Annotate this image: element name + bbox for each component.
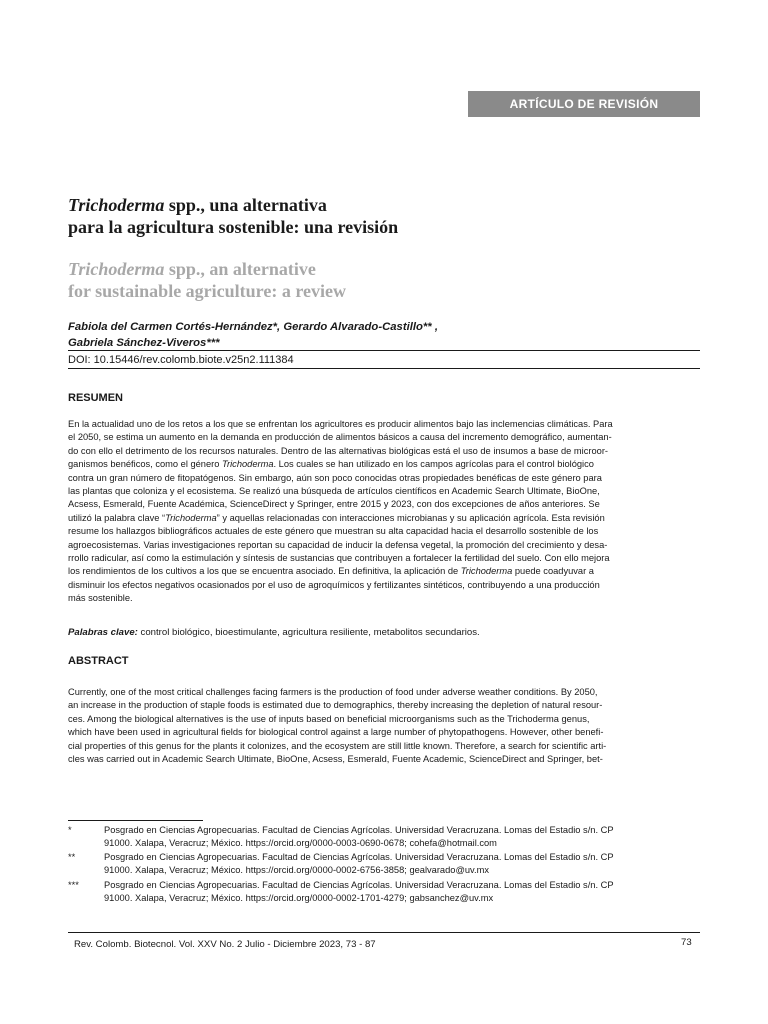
text-line: Currently, one of the most critical challenges facing farmers is the production of food under adverse weather conditions. By 2050,	[68, 687, 598, 697]
text-line: más sostenible.	[68, 593, 133, 604]
abstract-heading: ABSTRACT	[68, 655, 129, 667]
resumen-body	[68, 418, 701, 606]
keywords	[68, 626, 480, 639]
authors-line2: Gabriela Sánchez-Viveros***	[68, 337, 220, 349]
title-en-line1: spp., an alternative	[164, 259, 316, 279]
authors-line1: Fabiola del Carmen Cortés-Hernández*, Gerardo Alvarado-Castillo** ,	[68, 321, 438, 333]
text-line: cles was carried out in Academic Search Ultimate, BioOne, Acsess, Esmerald, Fuente Academic, ScienceDirect and Springer, bet-	[68, 754, 603, 765]
resumen-heading: RESUMEN	[68, 392, 124, 404]
keywords-label: Palabras clave:	[68, 627, 138, 638]
footnote-mark: *	[68, 825, 72, 835]
author-list	[68, 319, 708, 351]
footnote-mark: ***	[68, 880, 79, 890]
footnote-text	[104, 851, 702, 878]
text-line: las plantas que coloniza y el ecosistema. Se realizó una búsqueda de artículos científicos en Academic Search Ultimate, BioOne,	[68, 486, 600, 497]
footnote-text	[104, 824, 702, 851]
text-line: ganismos benéficos, como el género Trichoderma. Los cuales se han utilizado en los campos agrícolas para el control biológico	[68, 459, 594, 470]
article-type-badge: ARTÍCULO DE REVISIÓN	[468, 91, 700, 117]
footnote-line: Posgrado en Ciencias Agropecuarias. Facultad de Ciencias Agrícolas. Universidad Veracruzana. Lomas del Estadio s/n. CP	[104, 880, 614, 890]
title-es-line1: spp., una alternativa	[164, 195, 327, 215]
footnote-line: Posgrado en Ciencias Agropecuarias. Facultad de Ciencias Agrícolas. Universidad Veracruzana. Lomas del Estadio s/n. CP	[104, 852, 614, 862]
header-divider	[68, 368, 700, 369]
text-line: agroecosistemas. Varias investigaciones reportan su capacidad de inducir la defensa vegetal, la promoción del crecimiento y desa-	[68, 539, 608, 550]
text-line: which have been used in agricultural fields for biological control against a large number of phytopathogens. However, other benefi-	[68, 727, 604, 738]
text-line: do con ello el detrimento de los recursos naturales. Dentro de las alternativas biológicas está el uso de insumos a base de microor-	[68, 445, 609, 456]
text-line: Acsess, Esmerald, Fuente Académica, ScienceDirect y Springer, entre 2015 y 2023, con dos excepciones de años anteriores. Se	[68, 499, 600, 510]
title-en-line2: for sustainable agriculture: a review	[68, 281, 346, 301]
text-line: disminuir los efectos negativos ocasionados por el uso de agroquímicos y fertilizantes sintéticos, contribuyendo a una producción	[68, 579, 600, 590]
doi-divider	[68, 350, 700, 351]
title-en-genus: Trichoderma	[68, 259, 165, 279]
title-es-line2: para la agricultura sostenible: una revisión	[68, 217, 399, 237]
text-line: ces. Among the biological alternatives is the use of inputs based on beneficial microorganisms such as the Trichoderma genus,	[68, 713, 590, 724]
title-english	[68, 258, 708, 302]
footnote-line: 91000. Xalapa, Veracruz; México. https://orcid.org/0000-0002-6756-3858; gealvarado@uv.mx	[104, 865, 489, 876]
page-number: 73	[681, 937, 692, 948]
footnote-line: Posgrado en Ciencias Agropecuarias. Facultad de Ciencias Agrícolas. Universidad Veracruzana. Lomas del Estadio s/n. CP	[104, 825, 614, 835]
footnote-text	[104, 879, 702, 906]
footnote-line: 91000. Xalapa, Veracruz; México. https://orcid.org/0000-0003-0690-0678; cohefa@hotmail.com	[104, 838, 497, 849]
doi[interactable]: DOI: 10.15446/rev.colomb.biote.v25n2.111384	[68, 354, 294, 366]
text-line: contra un gran número de fitopatógenos. Sin embargo, aún son poco conocidas otras propiedades benéficas de este género para	[68, 472, 602, 483]
footer-divider	[68, 932, 700, 933]
abstract-body	[68, 686, 701, 766]
keywords-text: control biológico, bioestimulante, agricultura resiliente, metabolitos secundarios.	[137, 627, 480, 638]
title-es-genus: Trichoderma	[68, 195, 165, 215]
text-line: los rendimientos de los cultivos a los que se encuentra asociado. En definitiva, la aplicación de Trichoderma puede coadyuvar a	[68, 566, 594, 577]
footnote-divider	[68, 820, 203, 821]
text-line: cial properties of this genus for the plants it colonizes, and the ecosystem are still little known. Therefore, a search for scientific arti-	[68, 740, 607, 751]
journal-citation: Rev. Colomb. Biotecnol. Vol. XXV No. 2 Julio - Diciembre 2023, 73 - 87	[74, 939, 376, 950]
text-line: el 2050, se estima un aumento en la demanda en producción de alimentos básicos a causa del incremento demográfico, aumentan-	[68, 432, 612, 443]
footnote-line: 91000. Xalapa, Veracruz; México. https://orcid.org/0000-0002-1701-4279; gabsanchez@uv.mx	[104, 893, 494, 904]
text-line: utilizó la palabra clave “Trichoderma” y aquellas relacionadas con interacciones microbianas y su aplicación agrícola. Esta revisión	[68, 512, 605, 523]
text-line: an increase in the production of staple foods is estimated due to demographics, thereby increasing the depletion of natural resour-	[68, 700, 603, 711]
text-line: En la actualidad uno de los retos a los que se enfrentan los agricultores es producir alimentos bajo las inclemencias climáticas. Para	[68, 419, 613, 429]
text-line: resume los hallazgos bibliográficos actuales de este género que muestran su alta capacidad hacia el desarrollo sostenible de los	[68, 526, 599, 537]
footnote-mark: **	[68, 852, 76, 862]
title-spanish	[68, 194, 708, 238]
text-line: rrollo radicular, así como la estimulación y síntesis de sustancias que contribuyen a fortalecer la fertilidad del suelo. Con ello mejora	[68, 553, 610, 564]
